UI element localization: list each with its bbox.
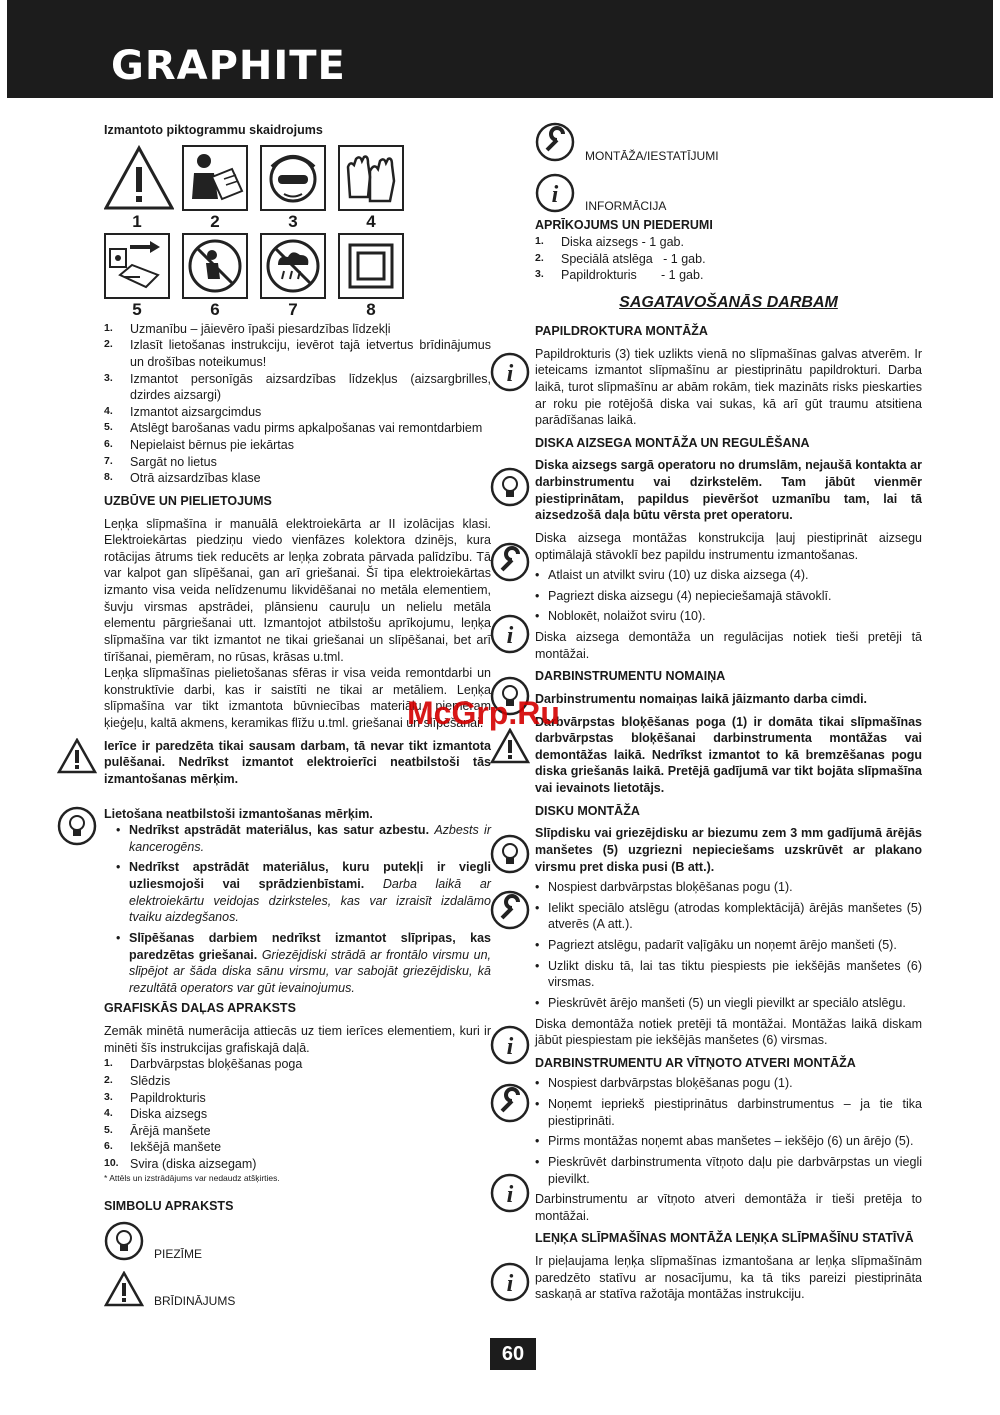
class-ii-icon bbox=[338, 233, 404, 299]
list-item: 8. Otrā aizsardzības klase bbox=[104, 471, 261, 486]
read-manual-icon bbox=[182, 145, 248, 211]
wrench-icon bbox=[535, 122, 575, 167]
section-heading: APRĪKOJUMS UN PIEDERUMI bbox=[535, 218, 713, 233]
list-item: 3. Papildrokturis bbox=[104, 1090, 206, 1105]
symbol-label: PIEZĪME bbox=[154, 1247, 203, 1262]
paragraph: Diska aizsega demontāža un regulācijas notiek tieši pretēji tā montāžai. bbox=[535, 630, 922, 661]
wrench-icon bbox=[490, 1083, 530, 1128]
list-item: 1. Diska aizsegs - 1 gab. bbox=[535, 234, 684, 249]
svg-text:i: i bbox=[506, 361, 514, 387]
svg-text:i: i bbox=[506, 623, 514, 649]
list-item: • Nedrīkst apstrādāt materiālus, kas satur azbestu. Azbests ir kancerogēns. bbox=[116, 822, 491, 855]
warning-triangle-icon bbox=[104, 145, 170, 211]
paragraph: Leņķa slīpmašīnas pielietošanas sfēras ir visa veida remontdarbi un konstruktīvie darbi, kas ir saistīti ne tikai ar metāliem. Leņķa slīpmašīna var tikt izmantota būvniecības materiālu, piemēram ķieģeļu, kaltā akmens, keramikas flīžu u.tml. griešanai un slīpēšanai. bbox=[104, 666, 491, 730]
list-item: • Slīpēšanas darbiem nedrīkst izmantot slīpripas, kas paredzētas griešanai. Griezējdiski strādā ar frontālo virsmu un, slīpējot ar šāda diska sānu virsmu, var sabojāt griezējdisku, kā rezultātā operators var gūt ievainojumus. bbox=[116, 930, 491, 997]
list-item: • Noņemt iepriekš piestiprinātus darbinstrumentus – ja tie tika piestiprināti. bbox=[535, 1096, 922, 1129]
symbol-label: BRĪDINĀJUMS bbox=[154, 1293, 236, 1308]
list-item: 2. Slēdzis bbox=[104, 1073, 171, 1088]
pictogram-number: 8 bbox=[366, 299, 376, 319]
section-heading: LEŅĶA SLĪPMAŠĪNAS MONTĀŽA LEŅĶA SLĪPMAŠĪNU STATĪVĀ bbox=[535, 1231, 914, 1246]
pictogram-grid bbox=[104, 145, 491, 211]
equipment-list bbox=[535, 234, 922, 284]
section-heading: SIMBOLU APRAKSTS bbox=[104, 1198, 234, 1213]
symbol-info bbox=[535, 173, 922, 218]
pictogram-number: 2 bbox=[210, 211, 220, 231]
threaded-steps-list bbox=[535, 1075, 922, 1187]
list-item: 2. Speciālā atslēga - 1 gab. bbox=[535, 251, 706, 266]
paragraph: Papildrokturis (3) tiek uzlikts vienā no slīpmašīnas galvas atverēm. Ir ieteicams izmantot slīpmašīnu ar piestiprinātu papildrokturi. Darba laikā, turot slīpmašīnu ar abām rokām, tiek mazināts risks pieskarties ar roku pie rotējošā diska vai sukas, kā arī gūt traumu atsitiena parādīšanas laikā. bbox=[535, 346, 922, 428]
misuse-list bbox=[116, 822, 491, 996]
list-item: 6. Nepielaist bērnus pie iekārtas bbox=[104, 438, 294, 452]
list-item: • Pagriezt atslēgu, padarīt vaļīgāku un noņemt ārējo manšeti (5). bbox=[535, 937, 922, 954]
gloves-icon bbox=[338, 145, 404, 211]
pictogram-list bbox=[104, 321, 491, 487]
list-item: • Nospiest darbvārpstas bloķēšanas pogu (1). bbox=[535, 879, 922, 896]
list-item: 5. Ārējā manšete bbox=[104, 1123, 211, 1138]
info-icon bbox=[490, 614, 530, 659]
symbol-assembly bbox=[535, 122, 922, 167]
disc-steps-list bbox=[535, 879, 922, 1011]
list-item: • Pagriezt diska aizsegu (4) nepieciešamajā stāvoklī. bbox=[535, 588, 922, 605]
info-icon bbox=[490, 1262, 530, 1307]
list-item: 6. Iekšējā manšete bbox=[104, 1140, 222, 1155]
wrench-icon bbox=[490, 542, 530, 587]
section-main-title: SAGATAVOŠANĀS DARBAM bbox=[619, 293, 838, 311]
paragraph: Diska aizsega montāžas konstrukcija ļauj piestiprināt aizsegu optimālajā stāvoklī bez papildu instrumentu izmantošanas. bbox=[535, 530, 922, 562]
paragraph: Leņķa slīpmašīna ir manuālā elektroiekārta ar II izolācijas klasi. Elektroiekārtas piedziņu viedo vienfāzes kolektora dzinējs, kura rotācijas ātrums tiek reducēts ar leņķa zobrata pārvada palīdzību. Tā var kalpot gan slīpēšanai, gan arī griešanai. Šī tipa elektroiekārtas izmanto visa veida nelīdzenumu likvidēšanai no metāla elementiem, šuvju virsmas apstrādei, plānsienu cauruļu un nelielu metāla elementu pārgriešanai utt. Izmantojot atbilstošu aprīkojumu, leņķa slīpmašīna var tikt izmantot ne tikai griešanai un slīpēšanai, bet arī tīrīšanai, piemēram, no rūsas, krāsas u.tml. bbox=[104, 516, 491, 664]
info-icon bbox=[490, 1173, 530, 1218]
symbol-label: INFORMĀCIJA bbox=[585, 199, 667, 214]
page-header bbox=[7, 0, 993, 98]
info-icon bbox=[535, 173, 575, 218]
section-heading: Lietošana neatbilstoši izmantošanas mērķim. bbox=[104, 806, 373, 821]
section-heading: PAPILDROKTURA MONTĀŽA bbox=[535, 324, 708, 339]
list-item: • Noblокēt, nolaižot sviru (10). bbox=[535, 608, 922, 625]
pictogram-number: 7 bbox=[288, 299, 298, 319]
list-item: 2. Izlasīt lietošanas instrukciju, ievērot tajā ietvertus brīdinājumus un drošības noteikumus! bbox=[104, 338, 491, 369]
list-item: • Pirms montāžas noņemt abas manšetes – iekšējo (6) un ārējo (5). bbox=[535, 1133, 922, 1150]
pictogram-number: 3 bbox=[288, 211, 298, 231]
pictogram-number: 4 bbox=[366, 211, 376, 231]
list-item: 3. Papildrokturis - 1 gab. bbox=[535, 268, 704, 283]
list-item: 5. Atslēgt barošanas vadu pirms apkalpošanas vai remontdarbiem bbox=[104, 421, 483, 436]
page-number: 60 bbox=[490, 1338, 536, 1370]
right-column bbox=[535, 122, 922, 1303]
list-item: • Nedrīkst apstrādāt materiālus, kuru putekļi ir viegli uzliesmojoši vai sprādzienbīstami. Darba laikā ar elektroiekārtu veidojas dzirksteles, kas var izraisīt izdalāmo tvaiku aizdegšanos. bbox=[116, 859, 491, 926]
info-icon bbox=[490, 1025, 530, 1070]
lightbulb-icon bbox=[104, 1221, 144, 1266]
lightbulb-icon bbox=[57, 806, 97, 851]
pictogram-number: 1 bbox=[132, 211, 142, 231]
pictogram-grid-2 bbox=[104, 233, 491, 299]
symbol-warning bbox=[104, 1271, 491, 1312]
pictograms-title: Izmantoto piktogrammu skaidrojums bbox=[104, 123, 323, 137]
guard-steps-list bbox=[535, 567, 922, 625]
paragraph: Ir pieļaujama leņķa slīpmašīnas izmantošana ar leņķa slīpmašīnām paredzēto statīvu ar nosacījumu, ka tā tiks pareizi piestiprināta saskaņā ar statīva ražotāja montāžas instrukciju. bbox=[535, 1254, 922, 1302]
svg-text:i: i bbox=[551, 181, 559, 208]
section-heading: UZBŪVE UN PIELIETOJUMS bbox=[104, 493, 272, 508]
paragraph-bold: Darbvārpstas bloķēšanas poga (1) ir domāta tikai slīpmašīnas darbvārpstas bloķēšanai darbinstrumenta montāžas vai demontāžas laikā. Nedrīkst izmantot to kā bremzēšanas pogu diska griešanās laikā. Pretējā gadījumā var tikt bojāta slīpmašīna vai ievainots lietotājs. bbox=[535, 714, 922, 796]
brand-logo: GRAPHITE bbox=[111, 43, 346, 89]
list-item: 1. Darbvārpstas bloķēšanas poga bbox=[104, 1057, 303, 1072]
lightbulb-icon bbox=[490, 467, 530, 512]
footnote: * Attēls un izstrādājums var nedaudz atšķirties. bbox=[104, 1172, 280, 1183]
unplug-icon bbox=[104, 233, 170, 299]
svg-text:i: i bbox=[506, 1271, 514, 1297]
pictogram-number: 6 bbox=[210, 299, 220, 319]
section-heading: DISKU MONTĀŽA bbox=[535, 803, 640, 818]
warning-text: Ierīce ir paredzēta tikai sausam darbam, tā nevar tikt izmantota pulēšanai. Nedrīkst izmantot elektroierīci neatbilstoši tās izmantošanas mērķim. bbox=[104, 738, 491, 786]
section-heading: DISKA AIZSEGA MONTĀŽA UN REGULĒŠANA bbox=[535, 435, 810, 450]
section-heading: DARBINSTRUMENTU AR VĪTŅOTO ATVERI MONTĀŽA bbox=[535, 1055, 856, 1070]
list-item: 10. Svira (diska aizsegam) bbox=[104, 1157, 257, 1171]
no-rain-icon bbox=[260, 233, 326, 299]
paragraph-bold: Slīpdisku vai griezējdisku ar biezumu zem 3 mm gadījumā ārējās manšetes (5) uzgriezni nepieciešams uzskrūvēt ar plakano virsmu pret diska pusi (B att.). bbox=[535, 826, 922, 874]
pictogram-numbers-row-2 bbox=[104, 299, 491, 321]
info-icon bbox=[490, 352, 530, 397]
list-item: 4. Diska aizsegs bbox=[104, 1107, 208, 1122]
section-heading: DARBINSTRUMENTU NOMAIŅA bbox=[535, 669, 726, 684]
list-item: • Pieskrūvēt ārējo manšeti (5) un viegli pievilkt ar speciālo atslēgu. bbox=[535, 995, 922, 1012]
paragraph-bold: Diska aizsegs sargā operatoru no drumslām, nejaušā kontakta ar darbinstrumentu vai dzirkstelēm. Tam jābūt vienmēr piestiprinātam, papildus pievēršot uzmanību tam, lai tā aizsedzošā daļa būtu vērsta pret operatoru. bbox=[535, 458, 922, 523]
lightbulb-icon bbox=[490, 834, 530, 879]
paragraph-bold: Darbinstrumentu nomaiņas laikā jāizmanto darba cimdi. bbox=[535, 691, 868, 706]
wrench-icon bbox=[490, 890, 530, 935]
paragraph: Zemāk minētā numerācija attiecās uz tiem ierīces elementiem, kuri ir minēti šīs instrukcijas grafiskajā daļā. bbox=[104, 1024, 491, 1055]
paragraph: Diska demontāža notiek pretēji tā montāžai. Montāžas laikā diskam jābūt piespiestam pie iekšējās manšetes (6) virsmas. bbox=[535, 1016, 922, 1048]
watermark: McGrp.Ru bbox=[407, 695, 560, 731]
list-item: • Atlaist un atvilkt sviru (10) uz diska aizsega (4). bbox=[535, 567, 922, 584]
list-item: 3. Izmantot personīgās aizsardzības līdzekļus (aizsargbrilles, dzirdes aizsargi) bbox=[104, 371, 491, 403]
protective-gear-icon bbox=[260, 145, 326, 211]
pictogram-number: 5 bbox=[132, 299, 142, 319]
svg-text:i: i bbox=[506, 1182, 514, 1208]
no-children-icon bbox=[182, 233, 248, 299]
paragraph: Darbinstrumentu ar vītņoto atveri demontāža ir tieši pretēja to montāžai. bbox=[535, 1192, 922, 1223]
list-item: • Uzlikt disku tā, lai tas tiktu piespiests pie iekšējās manšetes (6) virsmas. bbox=[535, 958, 922, 991]
list-item: 1. Uzmanību – jāievēro īpaši piesardzības līdzekļi bbox=[104, 321, 391, 336]
list-item: • Pieskrūvēt darbinstrumenta vītņoto daļu pie darbvārpstas un viegli pievilkt. bbox=[535, 1154, 922, 1187]
section-heading: GRAFISKĀS DAĻAS APRAKSTS bbox=[104, 1001, 296, 1016]
svg-text:i: i bbox=[506, 1034, 514, 1060]
list-item: 7. Sargāt no lietus bbox=[104, 454, 217, 469]
parts-list bbox=[104, 1056, 491, 1172]
symbol-label: MONTĀŽA/IESTATĪJUMI bbox=[585, 148, 719, 163]
list-item: • Nospiest darbvārpstas bloķēšanas pogu (1). bbox=[535, 1075, 922, 1092]
warning-triangle-icon bbox=[57, 738, 97, 779]
warning-triangle-icon bbox=[104, 1271, 144, 1312]
symbol-note bbox=[104, 1221, 491, 1266]
list-item: • Ielikt speciālo atslēgu (atrodas komplektācijā) ārējās manšetes (5) atverēs (A att.). bbox=[535, 900, 922, 933]
pictogram-numbers-row-1 bbox=[104, 211, 491, 233]
list-item: 4. Izmantot aizsargcimdus bbox=[104, 404, 262, 419]
